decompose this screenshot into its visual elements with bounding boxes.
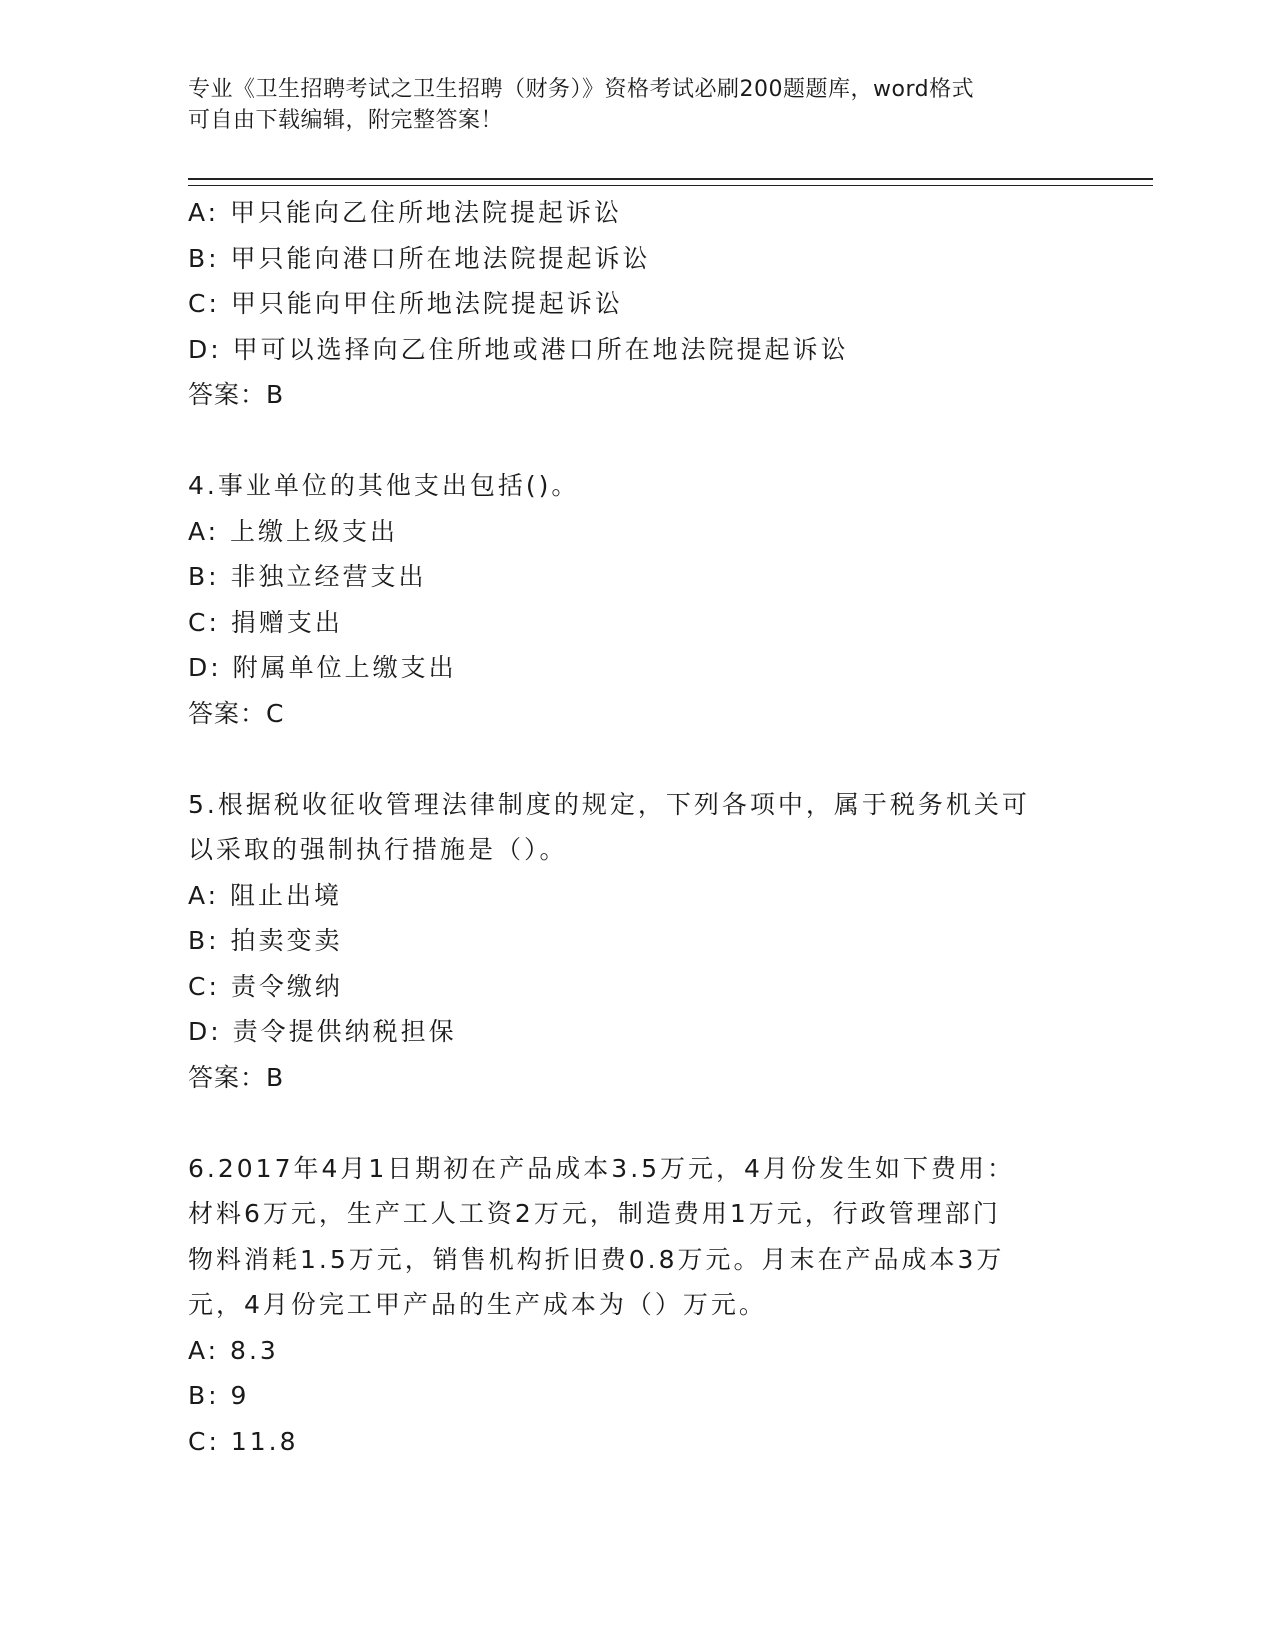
question-list [188, 190, 1068, 1464]
option-b: B: 拍卖变卖 [188, 926, 343, 955]
header-line-1: 专业《卫生招聘考试之卫生招聘（财务）》资格考试必刷200题题库，word格式 [188, 77, 975, 102]
header-line-2: 可自由下载编辑，附完整答案！ [188, 108, 504, 133]
question-4 [188, 463, 1068, 736]
option-a: A: 上缴上级支出 [188, 516, 399, 546]
option-c: C: 甲只能向甲住所地法院提起诉讼 [188, 289, 623, 318]
option-a: A: 阻止出境 [188, 880, 343, 910]
question-stem-line: 元，4月份完工甲产品的生产成本为（）万元。 [188, 1290, 767, 1319]
question-5 [188, 782, 1068, 1101]
option-a: A: 8.3 [188, 1335, 279, 1365]
option-c: C: 11.8 [188, 1426, 299, 1456]
option-d: D: 责令提供纳税担保 [188, 1017, 457, 1046]
question-stem-line: 6.2017年4月1日期初在产品成本3.5万元，4月份发生如下费用： [188, 1153, 1015, 1183]
option-b: B: 非独立经营支出 [188, 562, 427, 591]
option-a: A: 甲只能向乙住所地法院提起诉讼 [188, 198, 623, 227]
option-b: B: 9 [188, 1381, 250, 1410]
answer: 答案：B [188, 1062, 285, 1092]
question-stem-line: 物料消耗1.5万元，销售机构折旧费0.8万元。月末在产品成本3万 [188, 1244, 1005, 1274]
question-6 [188, 1146, 1068, 1465]
question-stem-line: 材料6万元，生产工人工资2万元，制造费用1万元，行政管理部门 [188, 1199, 1001, 1228]
option-d: D: 附属单位上缴支出 [188, 653, 457, 682]
question-3 [188, 190, 1068, 418]
option-c: C: 捐赠支出 [188, 607, 343, 637]
question-stem-line: 5.根据税收征收管理法律制度的规定，下列各项中，属于税务机关可 [188, 789, 1030, 819]
question-spacer [188, 1100, 1068, 1146]
answer: 答案：B [188, 380, 285, 409]
question-spacer [188, 736, 1068, 782]
header-divider [188, 178, 1153, 186]
question-stem-line: 以采取的强制执行措施是（）。 [188, 835, 568, 864]
question-spacer [188, 418, 1068, 464]
page-header [188, 74, 1068, 136]
question-stem: 4.事业单位的其他支出包括()。 [188, 471, 580, 500]
option-c: C: 责令缴纳 [188, 971, 343, 1001]
answer: 答案：C [188, 698, 285, 728]
option-d: D: 甲可以选择向乙住所地或港口所在地法院提起诉讼 [188, 334, 849, 364]
option-b: B: 甲只能向港口所在地法院提起诉讼 [188, 243, 651, 273]
